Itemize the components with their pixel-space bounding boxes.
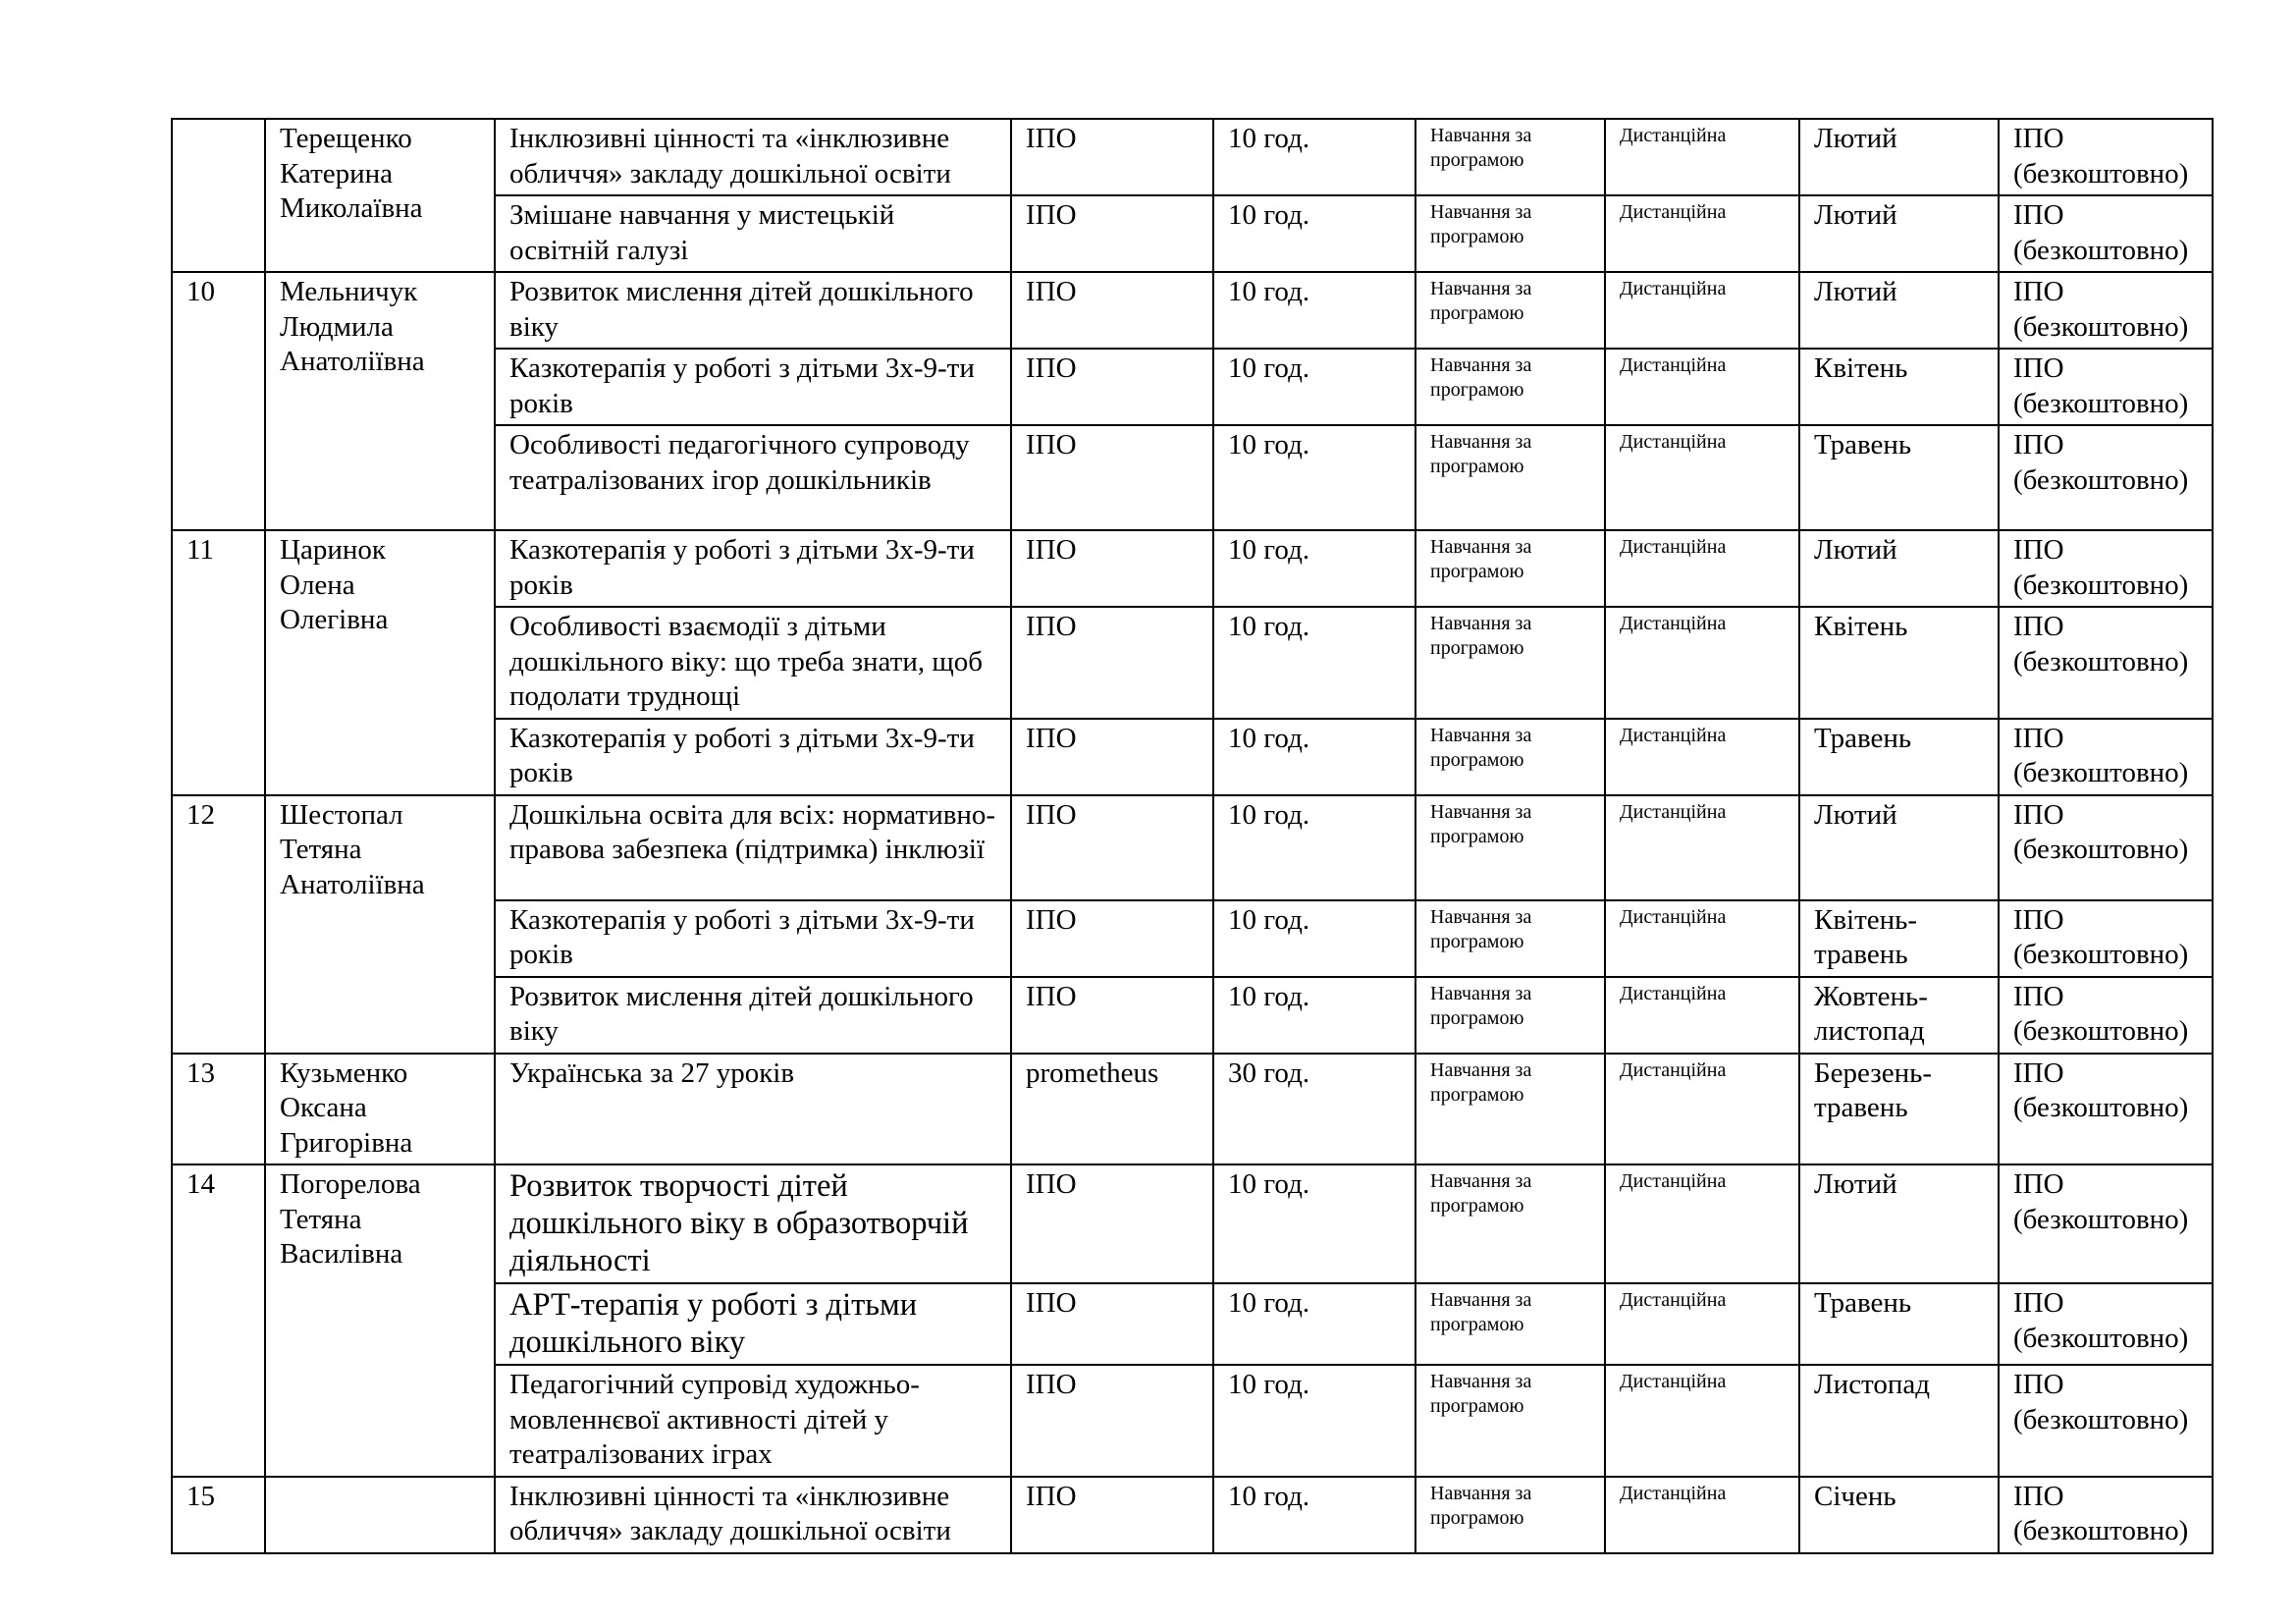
course-title-cell: Розвиток мислення дітей дошкільного віку	[495, 272, 1011, 349]
funding-cell: ІПО (безкоштовно)	[1999, 977, 2213, 1054]
hours-cell: 10 год.	[1213, 719, 1415, 795]
month-cell: Лютий	[1799, 795, 1999, 900]
teacher-name-cell	[265, 1054, 495, 1165]
funding-cell: ІПО (безкоштовно)	[1999, 1164, 2213, 1283]
funding-cell: ІПО (безкоштовно)	[1999, 1477, 2213, 1553]
training-form-cell: Дистанційна	[1605, 977, 1799, 1054]
provider-cell: ІПО	[1011, 1283, 1213, 1365]
table-row	[172, 1054, 2213, 1165]
training-kind-cell: Навчання за програмою	[1415, 119, 1605, 195]
hours-cell: 10 год.	[1213, 425, 1415, 530]
hours-cell: 10 год.	[1213, 272, 1415, 349]
course-title-cell: Змішане навчання у мистецькій освітній галузі	[495, 195, 1011, 272]
training-form-cell: Дистанційна	[1605, 1164, 1799, 1283]
teacher-name: Мельничук Людмила Анатоліївна	[280, 276, 425, 377]
row-number-cell	[172, 119, 265, 272]
hours-cell: 10 год.	[1213, 530, 1415, 607]
course-title-cell: Розвиток творчості дітей дошкільного віку в образотворчій діяльності	[495, 1164, 1011, 1283]
training-plan-table	[171, 118, 2214, 1554]
funding-cell: ІПО (безкоштовно)	[1999, 530, 2213, 607]
row-number-cell: 14	[172, 1164, 265, 1477]
funding-cell: ІПО (безкоштовно)	[1999, 795, 2213, 900]
teacher-name: Шестопал Тетяна Анатоліївна	[280, 798, 425, 900]
provider-cell: ІПО	[1011, 1164, 1213, 1283]
funding-cell: ІПО (безкоштовно)	[1999, 607, 2213, 719]
teacher-name-cell	[265, 272, 495, 530]
month-cell: Лютий	[1799, 272, 1999, 349]
hours-cell: 10 год.	[1213, 349, 1415, 425]
hours-cell: 10 год.	[1213, 900, 1415, 977]
hours-cell: 10 год.	[1213, 1365, 1415, 1477]
training-form-cell: Дистанційна	[1605, 195, 1799, 272]
hours-cell: 30 год.	[1213, 1054, 1415, 1165]
table-row	[172, 119, 2213, 195]
training-form-cell: Дистанційна	[1605, 607, 1799, 719]
table-row	[172, 795, 2213, 900]
provider-cell: ІПО	[1011, 530, 1213, 607]
course-title-cell: Казкотерапія у роботі з дітьми 3х-9-ти років	[495, 900, 1011, 977]
training-kind-cell: Навчання за програмою	[1415, 425, 1605, 530]
course-title-cell: АРТ-терапія у роботі з дітьми дошкільного віку	[495, 1283, 1011, 1365]
training-kind-cell: Навчання за програмою	[1415, 719, 1605, 795]
training-kind-cell: Навчання за програмою	[1415, 195, 1605, 272]
training-kind-cell: Навчання за програмою	[1415, 1477, 1605, 1553]
row-number-cell: 13	[172, 1054, 265, 1165]
hours-cell: 10 год.	[1213, 195, 1415, 272]
funding-cell: ІПО (безкоштовно)	[1999, 349, 2213, 425]
funding-cell: ІПО (безкоштовно)	[1999, 900, 2213, 977]
row-number-cell: 15	[172, 1477, 265, 1553]
table-row	[172, 530, 2213, 607]
training-form-cell: Дистанційна	[1605, 719, 1799, 795]
provider-cell: ІПО	[1011, 425, 1213, 530]
training-form-cell: Дистанційна	[1605, 1054, 1799, 1165]
training-form-cell: Дистанційна	[1605, 425, 1799, 530]
teacher-name: Царинок Олена Олегівна	[280, 534, 389, 635]
course-title-cell: Особливості взаємодії з дітьми дошкільного віку: що треба знати, щоб подолати труднощі	[495, 607, 1011, 719]
course-title-cell: Розвиток мислення дітей дошкільного віку	[495, 977, 1011, 1054]
funding-cell: ІПО (безкоштовно)	[1999, 1054, 2213, 1165]
course-title-cell: Казкотерапія у роботі з дітьми 3х-9-ти років	[495, 719, 1011, 795]
funding-cell: ІПО (безкоштовно)	[1999, 719, 2213, 795]
table-row	[172, 1477, 2213, 1553]
hours-cell: 10 год.	[1213, 607, 1415, 719]
training-form-cell: Дистанційна	[1605, 349, 1799, 425]
teacher-name-cell	[265, 1164, 495, 1477]
provider-cell: ІПО	[1011, 719, 1213, 795]
funding-cell: ІПО (безкоштовно)	[1999, 1283, 2213, 1365]
course-title-cell: Інклюзивні цінності та «інклюзивне обличчя» закладу дошкільної освіти	[495, 1477, 1011, 1553]
month-cell: Травень	[1799, 1283, 1999, 1365]
training-form-cell: Дистанційна	[1605, 530, 1799, 607]
month-cell: Квітень-травень	[1799, 900, 1999, 977]
hours-cell: 10 год.	[1213, 119, 1415, 195]
course-title-cell: Особливості педагогічного супроводу театралізованих ігор дошкільників	[495, 425, 1011, 530]
provider-cell: ІПО	[1011, 272, 1213, 349]
training-form-cell: Дистанційна	[1605, 1477, 1799, 1553]
teacher-name: Погорелова Тетяна Василівна	[280, 1168, 421, 1270]
course-title-cell: Казкотерапія у роботі з дітьми 3х-9-ти років	[495, 530, 1011, 607]
row-number-cell: 11	[172, 530, 265, 795]
funding-cell: ІПО (безкоштовно)	[1999, 272, 2213, 349]
training-form-cell: Дистанційна	[1605, 795, 1799, 900]
training-form-cell: Дистанційна	[1605, 272, 1799, 349]
provider-cell: ІПО	[1011, 119, 1213, 195]
training-kind-cell: Навчання за програмою	[1415, 607, 1605, 719]
month-cell: Лютий	[1799, 1164, 1999, 1283]
month-cell: Жовтень-листопад	[1799, 977, 1999, 1054]
provider-cell: ІПО	[1011, 795, 1213, 900]
table-row	[172, 272, 2213, 349]
row-number-cell: 10	[172, 272, 265, 530]
month-cell: Січень	[1799, 1477, 1999, 1553]
training-kind-cell: Навчання за програмою	[1415, 349, 1605, 425]
provider-cell: ІПО	[1011, 900, 1213, 977]
month-cell: Квітень	[1799, 607, 1999, 719]
funding-cell: ІПО (безкоштовно)	[1999, 119, 2213, 195]
row-number-cell: 12	[172, 795, 265, 1054]
course-title-cell: Дошкільна освіта для всіх: нормативно-правова забезпека (підтримка) інклюзії	[495, 795, 1011, 900]
month-cell: Листопад	[1799, 1365, 1999, 1477]
course-title-cell: Казкотерапія у роботі з дітьми 3х-9-ти років	[495, 349, 1011, 425]
course-title-cell: Інклюзивні цінності та «інклюзивне обличчя» закладу дошкільної освіти	[495, 119, 1011, 195]
training-kind-cell: Навчання за програмою	[1415, 900, 1605, 977]
month-cell: Лютий	[1799, 119, 1999, 195]
training-form-cell: Дистанційна	[1605, 1283, 1799, 1365]
funding-cell: ІПО (безкоштовно)	[1999, 1365, 2213, 1477]
provider-cell: ІПО	[1011, 349, 1213, 425]
training-form-cell: Дистанційна	[1605, 119, 1799, 195]
month-cell: Березень-травень	[1799, 1054, 1999, 1165]
month-cell: Травень	[1799, 425, 1999, 530]
month-cell: Квітень	[1799, 349, 1999, 425]
training-kind-cell: Навчання за програмою	[1415, 1283, 1605, 1365]
hours-cell: 10 год.	[1213, 1477, 1415, 1553]
training-kind-cell: Навчання за програмою	[1415, 1054, 1605, 1165]
funding-cell: ІПО (безкоштовно)	[1999, 425, 2213, 530]
hours-cell: 10 год.	[1213, 977, 1415, 1054]
teacher-name: Кузьменко Оксана Григорівна	[280, 1056, 413, 1159]
training-kind-cell: Навчання за програмою	[1415, 272, 1605, 349]
hours-cell: 10 год.	[1213, 795, 1415, 900]
teacher-name-cell	[265, 795, 495, 1054]
provider-cell: ІПО	[1011, 195, 1213, 272]
provider-cell: ІПО	[1011, 607, 1213, 719]
teacher-name-cell	[265, 530, 495, 795]
provider-cell: ІПО	[1011, 1477, 1213, 1553]
month-cell: Травень	[1799, 719, 1999, 795]
teacher-name-cell	[265, 1477, 495, 1553]
provider-cell: prometheus	[1011, 1054, 1213, 1165]
training-kind-cell: Навчання за програмою	[1415, 530, 1605, 607]
hours-cell: 10 год.	[1213, 1283, 1415, 1365]
training-form-cell: Дистанційна	[1605, 1365, 1799, 1477]
training-form-cell: Дистанційна	[1605, 900, 1799, 977]
training-kind-cell: Навчання за програмою	[1415, 795, 1605, 900]
hours-cell: 10 год.	[1213, 1164, 1415, 1283]
training-kind-cell: Навчання за програмою	[1415, 1164, 1605, 1283]
funding-cell: ІПО (безкоштовно)	[1999, 195, 2213, 272]
month-cell: Лютий	[1799, 530, 1999, 607]
month-cell: Лютий	[1799, 195, 1999, 272]
teacher-name-cell	[265, 119, 495, 272]
provider-cell: ІПО	[1011, 977, 1213, 1054]
training-kind-cell: Навчання за програмою	[1415, 1365, 1605, 1477]
provider-cell: ІПО	[1011, 1365, 1213, 1477]
training-kind-cell: Навчання за програмою	[1415, 977, 1605, 1054]
table-row	[172, 1164, 2213, 1283]
teacher-name: Терещенко Катерина Миколаївна	[280, 123, 423, 224]
course-title-cell: Українська за 27 уроків	[495, 1054, 1011, 1165]
course-title-cell: Педагогічний супровід художньо-мовленнєвої активності дітей у театралізованих іграх	[495, 1365, 1011, 1477]
